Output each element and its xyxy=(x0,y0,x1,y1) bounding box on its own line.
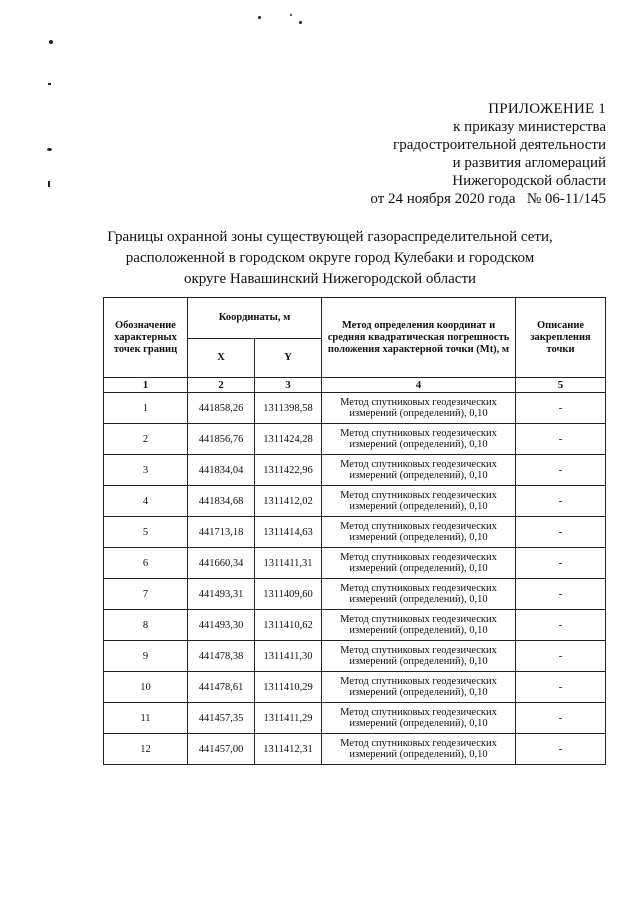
method-line: Метод спутниковых геодезических xyxy=(340,738,497,749)
heading-line: Границы охранной зоны существующей газораспределительной сети, xyxy=(107,229,553,245)
point-description: - xyxy=(516,703,606,734)
method-cell xyxy=(322,672,516,703)
method-cell xyxy=(322,734,516,765)
method-line: измерений (определений), 0,10 xyxy=(349,470,488,481)
method-cell xyxy=(322,703,516,734)
point-number: 9 xyxy=(104,641,188,672)
point-description: - xyxy=(516,672,606,703)
point-number: 4 xyxy=(104,486,188,517)
point-description: - xyxy=(516,424,606,455)
scan-speck xyxy=(258,16,261,19)
method-cell xyxy=(322,455,516,486)
header-description: Описание закрепления точки xyxy=(516,298,606,378)
method-line: Метод спутниковых геодезических xyxy=(340,397,497,408)
method-line: Метод спутниковых геодезических xyxy=(340,490,497,501)
method-line: Метод спутниковых геодезических xyxy=(340,645,497,656)
header-coordinates: Координаты, м xyxy=(188,298,322,339)
point-description: - xyxy=(516,455,606,486)
point-number: 1 xyxy=(104,393,188,424)
method-line: измерений (определений), 0,10 xyxy=(349,625,488,636)
method-line: измерений (определений), 0,10 xyxy=(349,594,488,605)
method-line: Метод спутниковых геодезических xyxy=(340,676,497,687)
coord-y: 1311414,63 xyxy=(255,517,322,548)
method-cell xyxy=(322,579,516,610)
coord-x: 441457,35 xyxy=(188,703,255,734)
method-line: Метод спутниковых геодезических xyxy=(340,614,497,625)
point-description: - xyxy=(516,393,606,424)
coord-x: 441478,38 xyxy=(188,641,255,672)
coord-x: 441478,61 xyxy=(188,672,255,703)
point-description: - xyxy=(516,641,606,672)
method-cell xyxy=(322,610,516,641)
coord-y: 1311411,30 xyxy=(255,641,322,672)
method-line: измерений (определений), 0,10 xyxy=(349,439,488,450)
scan-speck xyxy=(49,40,53,44)
point-number: 12 xyxy=(104,734,188,765)
point-number: 8 xyxy=(104,610,188,641)
table-row xyxy=(104,486,606,517)
appendix-line: от 24 ноября 2020 года № 06-11/145 xyxy=(370,191,606,207)
scan-speck xyxy=(47,148,52,151)
method-cell xyxy=(322,641,516,672)
appendix-line: и развития агломераций xyxy=(452,155,606,171)
point-description: - xyxy=(516,486,606,517)
column-number: 2 xyxy=(188,378,255,393)
appendix-line: Нижегородской области xyxy=(452,173,606,189)
coord-x: 441457,00 xyxy=(188,734,255,765)
coord-x: 441493,31 xyxy=(188,579,255,610)
column-number: 3 xyxy=(255,378,322,393)
coord-y: 1311409,60 xyxy=(255,579,322,610)
scan-speck xyxy=(299,21,302,24)
point-description: - xyxy=(516,579,606,610)
column-number: 1 xyxy=(104,378,188,393)
coordinates-table xyxy=(103,297,606,765)
point-number: 7 xyxy=(104,579,188,610)
method-cell xyxy=(322,486,516,517)
column-number: 4 xyxy=(322,378,516,393)
coord-x: 441660,34 xyxy=(188,548,255,579)
appendix-line: градостроительной деятельности xyxy=(393,137,606,153)
point-number: 2 xyxy=(104,424,188,455)
method-line: измерений (определений), 0,10 xyxy=(349,749,488,760)
coord-x: 441713,18 xyxy=(188,517,255,548)
method-line: измерений (определений), 0,10 xyxy=(349,408,488,419)
method-line: измерений (определений), 0,10 xyxy=(349,501,488,512)
method-line: Метод спутниковых геодезических xyxy=(340,428,497,439)
method-line: измерений (определений), 0,10 xyxy=(349,532,488,543)
method-line: измерений (определений), 0,10 xyxy=(349,718,488,729)
table-row xyxy=(104,517,606,548)
table-row xyxy=(104,579,606,610)
header-method: Метод определения координат и средняя квадратическая погрешность положения характерной точки (Mt), м xyxy=(322,298,516,378)
coord-y: 1311412,02 xyxy=(255,486,322,517)
point-number: 6 xyxy=(104,548,188,579)
table-row xyxy=(104,393,606,424)
header-x: X xyxy=(188,339,255,378)
table-row xyxy=(104,734,606,765)
table-row xyxy=(104,610,606,641)
coord-y: 1311411,31 xyxy=(255,548,322,579)
coord-y: 1311410,62 xyxy=(255,610,322,641)
method-line: Метод спутниковых геодезических xyxy=(340,552,497,563)
table-row xyxy=(104,424,606,455)
coord-y: 1311424,28 xyxy=(255,424,322,455)
coord-y: 1311412,31 xyxy=(255,734,322,765)
method-line: Метод спутниковых геодезических xyxy=(340,707,497,718)
table-row xyxy=(104,703,606,734)
scan-speck xyxy=(290,14,292,16)
table-row xyxy=(104,548,606,579)
point-number: 10 xyxy=(104,672,188,703)
heading-line: округе Навашинский Нижегородской области xyxy=(183,271,477,287)
method-line: Метод спутниковых геодезических xyxy=(340,459,497,470)
method-cell xyxy=(322,548,516,579)
appendix-line: к приказу министерства xyxy=(453,119,606,135)
scan-speck xyxy=(48,181,50,187)
point-number: 11 xyxy=(104,703,188,734)
document-heading xyxy=(80,227,580,290)
coord-x: 441834,68 xyxy=(188,486,255,517)
header-designation: Обозначение характерных точек границ xyxy=(104,298,188,378)
point-description: - xyxy=(516,610,606,641)
coord-x: 441856,76 xyxy=(188,424,255,455)
point-description: - xyxy=(516,734,606,765)
method-line: Метод спутниковых геодезических xyxy=(340,583,497,594)
scan-speck xyxy=(48,83,51,85)
method-line: Метод спутниковых геодезических xyxy=(340,521,497,532)
coord-x: 441493,30 xyxy=(188,610,255,641)
point-description: - xyxy=(516,517,606,548)
table-row xyxy=(104,455,606,486)
method-cell xyxy=(322,393,516,424)
method-line: измерений (определений), 0,10 xyxy=(349,687,488,698)
method-line: измерений (определений), 0,10 xyxy=(349,656,488,667)
heading-line: расположенной в городском округе город Кулебаки и городском xyxy=(125,250,535,266)
table-row xyxy=(104,641,606,672)
point-number: 5 xyxy=(104,517,188,548)
table-row xyxy=(104,672,606,703)
header-y: Y xyxy=(255,339,322,378)
method-line: измерений (определений), 0,10 xyxy=(349,563,488,574)
coord-x: 441834,04 xyxy=(188,455,255,486)
method-cell xyxy=(322,424,516,455)
coord-y: 1311398,58 xyxy=(255,393,322,424)
coord-y: 1311422,96 xyxy=(255,455,322,486)
point-description: - xyxy=(516,548,606,579)
coord-y: 1311411,29 xyxy=(255,703,322,734)
appendix-header xyxy=(370,100,606,208)
column-number: 5 xyxy=(516,378,606,393)
appendix-title: ПРИЛОЖЕНИЕ 1 xyxy=(488,101,606,117)
coord-x: 441858,26 xyxy=(188,393,255,424)
method-cell xyxy=(322,517,516,548)
point-number: 3 xyxy=(104,455,188,486)
coord-y: 1311410,29 xyxy=(255,672,322,703)
